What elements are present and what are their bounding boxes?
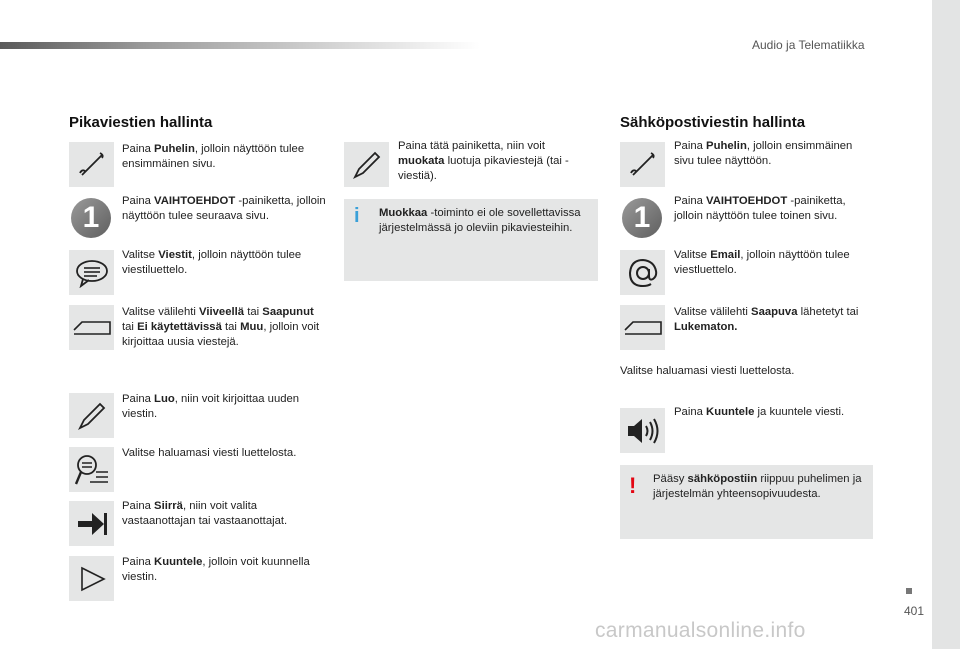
right-item-3-text: Valitse Email, jolloin näyttöön tulee viestluettelo. xyxy=(674,249,850,276)
at-icon xyxy=(620,250,665,295)
heading-email-management: Sähköpostiviestin hallinta xyxy=(620,114,806,131)
right-item-5-text: Valitse haluamasi viesti luettelosta. xyxy=(620,365,795,377)
warning-icon: ! xyxy=(629,473,637,498)
page-marker xyxy=(906,588,912,594)
right-item-6-text: Paina Kuuntele ja kuuntele viesti. xyxy=(674,406,845,418)
left-item-2-text: Paina VAIHTOEHDOT -painiketta, jolloin näyttöön tulee seuraava sivu. xyxy=(122,195,326,222)
tab-icon xyxy=(69,305,114,350)
right-item-2-text: Paina VAIHTOEHDOT -painiketta, jolloin näyttöön tulee toinen sivu. xyxy=(674,195,846,222)
step-one-badge: 1 xyxy=(71,198,111,238)
messages-icon xyxy=(69,250,114,295)
play-icon xyxy=(69,556,114,601)
right-item-1-text: Paina Puhelin, jolloin ensimmäinen sivu tulee näyttöön. xyxy=(674,140,853,167)
info-note-box xyxy=(344,199,598,281)
speaker-icon xyxy=(620,408,665,453)
info-note-text: Muokkaa -toiminto ei ole sovellettavissa järjestelmässä jo oleviin pikaviesteihin. xyxy=(379,207,581,234)
page-number: 401 xyxy=(904,604,925,618)
warning-note-text: Pääsy sähköpostiin riippuu puhelimen ja järjestelmän yhteensopivuudesta. xyxy=(653,473,862,500)
step-one-badge: 1 xyxy=(622,198,662,238)
left-item-8-text: Paina Kuuntele, jolloin voit kuunnella viestin. xyxy=(122,556,310,583)
header-gradient-bar xyxy=(0,42,480,49)
left-item-3-text: Valitse Viestit, jolloin näyttöön tulee viestiluettelo. xyxy=(122,249,302,276)
tab-icon xyxy=(620,305,665,350)
heading-quick-messages: Pikaviestien hallinta xyxy=(69,114,213,131)
left-item-7-text: Paina Siirrä, niin voit valita vastaanottajan tai vastaanottajat. xyxy=(122,500,288,527)
left-item-5-text: Paina Luo, niin voit kirjoittaa uuden viestin. xyxy=(122,393,300,420)
warning-note-box xyxy=(620,465,873,539)
right-item-4-text: Valitse välilehti Saapuva lähetetyt tai Lukematon. xyxy=(674,306,859,333)
info-icon: i xyxy=(354,205,360,227)
side-tab xyxy=(932,0,960,649)
pencil-icon xyxy=(69,393,114,438)
watermark-logo-text: carmanualsonline.info xyxy=(595,619,806,642)
forward-icon xyxy=(69,501,114,546)
left-item-6-text: Valitse haluamasi viesti luettelosta. xyxy=(122,447,297,459)
left-item-4-text: Valitse välilehti Viiveellä tai Saapunut tai Ei käytettävissä tai Muu, jolloin voit kirjoittaa uusia viestejä. xyxy=(122,306,320,348)
middle-item-text: Paina tätä painiketta, niin voit muokata luotuja pikaviestejä (tai -viestiä). xyxy=(398,140,569,182)
pencil-icon xyxy=(344,142,389,187)
section-title: Audio ja Telematiikka xyxy=(752,38,865,52)
phone-icon xyxy=(620,142,665,187)
search-list-icon xyxy=(69,447,114,492)
left-item-1-text: Paina Puhelin, jolloin näyttöön tulee ensimmäinen sivu. xyxy=(122,143,305,170)
phone-icon xyxy=(69,142,114,187)
